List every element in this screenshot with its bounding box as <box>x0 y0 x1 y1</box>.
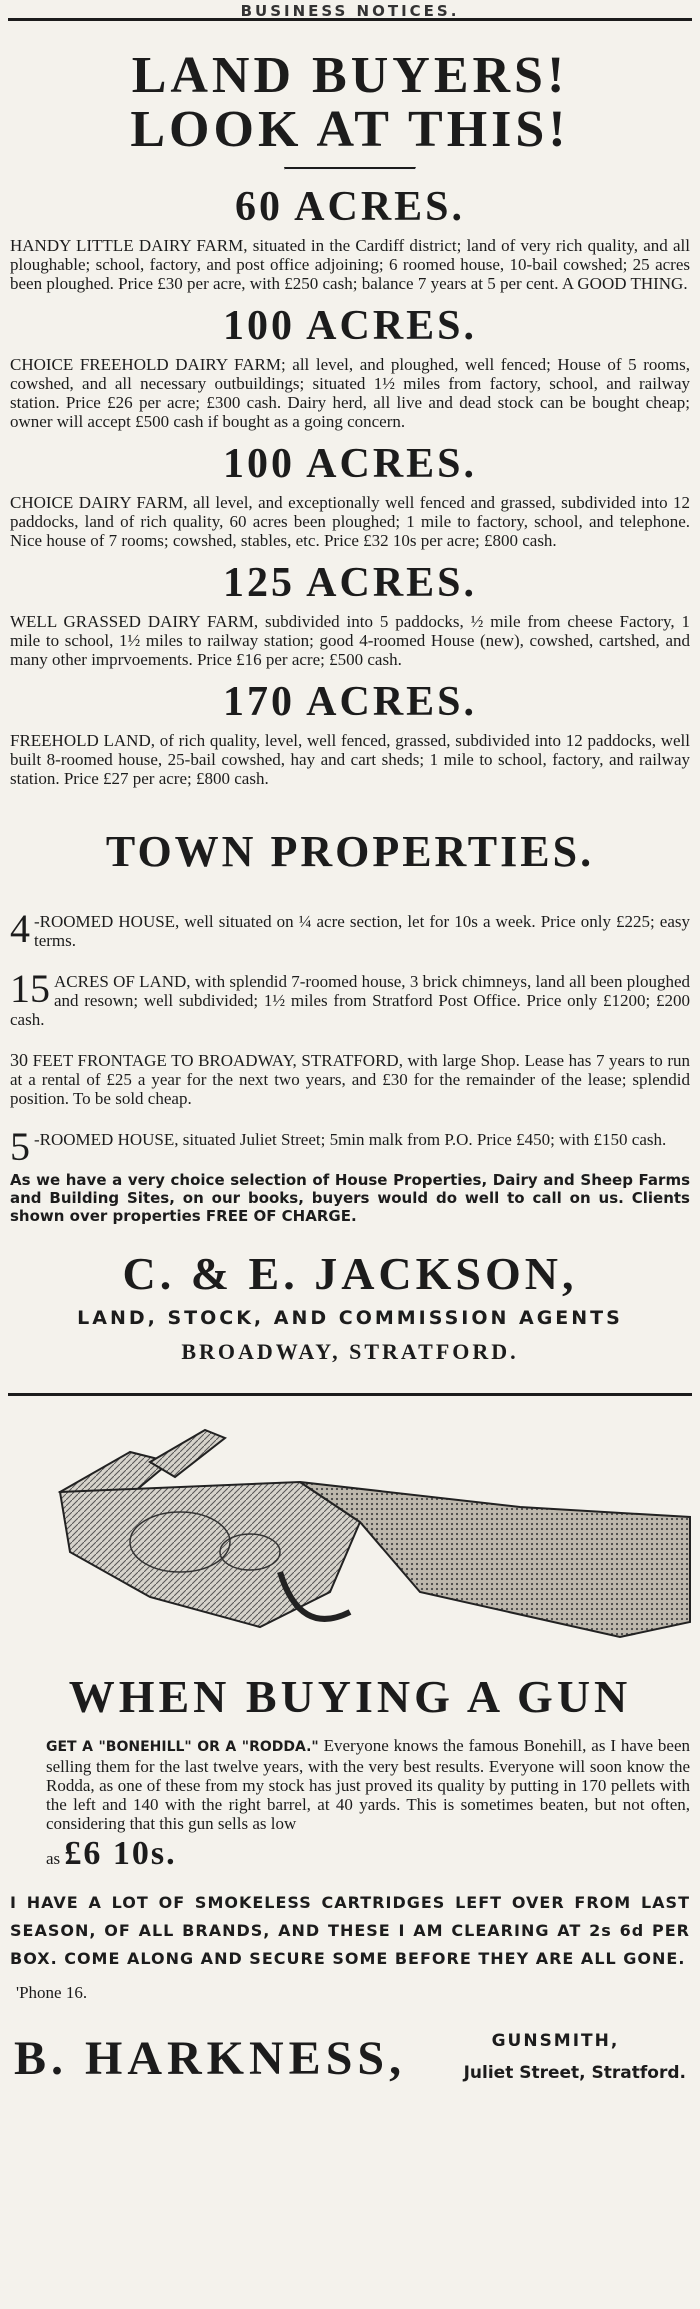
gun-illustration <box>0 1422 700 1662</box>
agency-notice: As we have a very choice selection of House Properties, Dairy and Sheep Farms and Building Sites, on our books, buyers would do well to call on us. Clients shown over properties FREE OF CHARGE. <box>10 1171 690 1225</box>
firm-trade-line: LAND, STOCK, AND COMMISSION AGENTS <box>77 1307 623 1329</box>
firm-name: C. & E. JACKSON, <box>122 1248 578 1299</box>
shotgun-icon <box>0 1422 700 1662</box>
headline <box>0 49 700 157</box>
listing-heading: 100 ACRES. <box>222 303 478 349</box>
town-item-number: 4 <box>10 906 30 951</box>
firm-address: BROADWAY, STRATFORD. <box>181 1339 519 1364</box>
merchant-signature <box>0 2025 700 2105</box>
cartridge-notice: I HAVE A LOT OF SMOKELESS CARTRIDGES LEFT OVER FROM LAST SEASON, OF ALL BRANDS, AND THESE I AM CLEARING AT 2s 6d PER BOX. COME ALONG AND SECURE SOME BEFORE THEY ARE ALL GONE. <box>10 1893 690 1968</box>
headline-line-1: LAND BUYERS! <box>131 47 569 104</box>
listing-text: WELL GRASSED DAIRY FARM, subdivided into 5 paddocks, ½ mile from cheese Factory, 1 mile to school, 1½ miles to railway station; good 4-roomed House (new), cowshed, cartshed, and many other imprvoements. Price £16 per acre; £500 cash. <box>10 612 690 669</box>
town-item-text: -ROOMED HOUSE, situated Juliet Street; 5min malk from P.O. Price £450; with £150 cash. <box>34 1130 667 1149</box>
headline-rule <box>284 167 416 170</box>
gun-ad-body <box>0 1736 700 1833</box>
listing-heading: 125 ACRES. <box>222 560 478 606</box>
top-rule <box>8 18 692 21</box>
listing-text: HANDY LITTLE DAIRY FARM, situated in the Cardiff district; land of very rich quality, and all ploughable; school, factory, and post office adjoining; 6 roomed house, 10-bail cowshed; 25 acres been ploughed. Price £30 per acre, with £250 cash; balance 7 years at 5 per cent. A GOOD THING. <box>10 236 690 293</box>
town-item <box>0 1051 700 1108</box>
listing-heading: 60 ACRES. <box>234 184 466 230</box>
town-item <box>0 1124 700 1169</box>
merchant-name: B. HARKNESS, <box>14 2032 407 2085</box>
town-item <box>0 906 700 951</box>
town-item-text: FEET FRONTAGE TO BROADWAY, STRATFORD, with large Shop. Lease has 7 years to run at a rental of £25 a year for the next two years, and £30 for the remainder of the lease; splendid position. To be sold cheap. <box>10 1051 691 1108</box>
town-listings <box>0 906 700 1169</box>
phone-number: 'Phone 16. <box>16 1983 88 2002</box>
town-properties-heading: TOWN PROPERTIES. <box>105 827 595 876</box>
gun-price-prefix: as <box>46 1849 61 1868</box>
gun-ad-text: Everyone knows the famous Bonehill, as I have been selling them for the last twelve years, with the very best results. Everyone will soon know the Rodda, as one of these from my stock has just proved its quality by putting in 170 pellets with the left and 140 with the right barrel, at 40 yards. This is sometimes beaten, but not often, considering that this gun sells as low <box>46 1736 690 1833</box>
merchant-details <box>464 2025 686 2089</box>
listing-heading: 170 ACRES. <box>222 679 478 725</box>
listing-heading: 100 ACRES. <box>222 441 478 487</box>
headline-line-2: LOOK AT THIS! <box>130 101 570 158</box>
merchant-role: GUNSMITH, <box>491 2031 620 2051</box>
gun-price: £6 10s. <box>64 1835 177 1872</box>
town-item-number: 30 <box>10 1050 28 1070</box>
listing-text: FREEHOLD LAND, of rich quality, level, well fenced, grassed, subdivided into 12 paddocks, well built 8-roomed house, 25-bail cowshed, hay and cart sheds; 1 mile to school, factory, and railway station. Price £27 per acre; £800 cash. <box>10 731 690 788</box>
town-item-number: 5 <box>10 1124 30 1169</box>
town-item-text: ACRES OF LAND, with splendid 7-roomed house, 3 brick chimneys, land all been ploughed and resown; well subdivided; 1½ miles from Stratford Post Office. Price only £1200; £200 cash. <box>10 972 690 1029</box>
listing-text: CHOICE FREEHOLD DAIRY FARM; all level, and ploughed, well fenced; House of 5 rooms, cowshed, and all necessary outbuildings; situated 1½ miles from factory, school, and railway station. Price £26 per acre; £300 cash. Dairy herd, all live and dead stock can be bought cheap; owner will accept £500 cash if bought as a going concern. <box>10 355 690 431</box>
ad-divider-rule <box>8 1393 692 1396</box>
gun-price-line <box>0 1835 700 1873</box>
running-head: BUSINESS NOTICES. <box>240 2 460 18</box>
gun-ad-heading: WHEN BUYING A GUN <box>68 1671 632 1722</box>
merchant-address: Juliet Street, Stratford. <box>463 2063 686 2083</box>
gun-ad-lead: GET A "BONEHILL" OR A "RODDA." <box>46 1739 319 1755</box>
town-item-text: -ROOMED HOUSE, well situated on ¼ acre section, let for 10s a week. Price only £225; easy terms. <box>34 912 690 950</box>
listing-text: CHOICE DAIRY FARM, all level, and exceptionally well fenced and grassed, subdivided into 12 paddocks, land of rich quality, 60 acres been ploughed; 1 mile to factory, school, and telephone. Nice house of 7 rooms; cowshed, stables, etc. Price £32 10s per acre; £800 cash. <box>10 493 690 550</box>
town-item-number: 15 <box>10 966 50 1011</box>
farm-listings <box>0 184 700 788</box>
town-item <box>0 966 700 1029</box>
